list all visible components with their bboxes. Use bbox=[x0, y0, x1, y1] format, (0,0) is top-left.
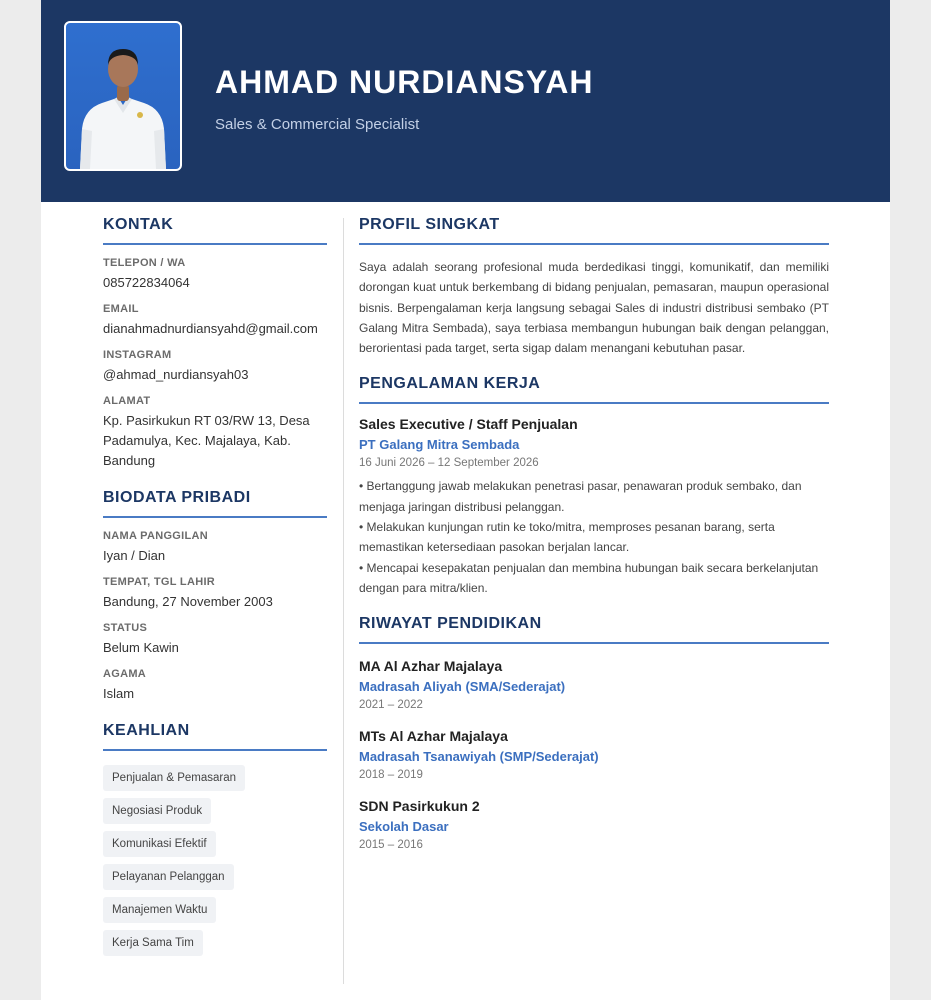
resume-header bbox=[41, 0, 890, 202]
email-value: dianahmadnurdiansyahd@gmail.com bbox=[103, 321, 318, 336]
profile-title: PROFIL SINGKAT bbox=[359, 216, 829, 245]
edu-school: SDN Pasirkukun 2 bbox=[359, 798, 480, 815]
job-company: PT Galang Mitra Sembada bbox=[359, 437, 520, 453]
left-column bbox=[103, 216, 327, 963]
skills-section bbox=[103, 722, 327, 963]
contact-title: KONTAK bbox=[103, 216, 327, 245]
address-label: ALAMAT bbox=[103, 395, 151, 407]
right-column bbox=[359, 216, 829, 868]
edu-level: Sekolah Dasar bbox=[359, 819, 449, 835]
experience-section bbox=[359, 375, 829, 598]
profile-text: Saya adalah seorang profesional muda berdedikasi tinggi, komunikatif, dan memiliki dorongan kuat untuk berkembang di bidang penjualan, pemasaran, maupun operasional bisnis. Berpengalaman kerja langsung sebagai Sales di industri distribusi sembako (PT Galang Mitra Sembada), saya terbiasa membangun hubungan baik dengan pelanggan, berorientasi pada target, serta sigap dalam menangani kebutuhan pasar. bbox=[359, 260, 829, 356]
resume-page bbox=[41, 0, 890, 1000]
education-item bbox=[359, 728, 829, 781]
skills-list bbox=[103, 765, 327, 963]
edu-years: 2018 – 2019 bbox=[359, 769, 423, 782]
edu-years: 2021 – 2022 bbox=[359, 699, 423, 712]
job-date: 16 Juni 2026 – 12 September 2026 bbox=[359, 457, 539, 470]
edu-level: Madrasah Tsanawiyah (SMP/Sederajat) bbox=[359, 749, 599, 765]
instagram-value: @ahmad_nurdiansyah03 bbox=[103, 367, 249, 382]
job-bullet: • Mencapai kesepakatan penjualan dan membina hubungan baik secara berkelanjutan dengan para mitra/klien. bbox=[359, 560, 819, 595]
status-label: STATUS bbox=[103, 622, 148, 634]
education-item bbox=[359, 798, 829, 851]
skill-tag: Manajemen Waktu bbox=[103, 897, 216, 923]
email-label: EMAIL bbox=[103, 303, 139, 315]
nickname-value: Iyan / Dian bbox=[103, 548, 166, 563]
job-subtitle: Sales & Commercial Specialist bbox=[215, 116, 420, 133]
phone-label: TELEPON / WA bbox=[103, 257, 186, 269]
job-bullet: • Melakukan kunjungan rutin ke toko/mitra, memproses pesanan barang, serta memastikan ketersediaan pasokan berjalan lancar. bbox=[359, 520, 775, 555]
skill-tag: Komunikasi Efektif bbox=[103, 831, 216, 857]
address-value: Kp. Pasirkukun RT 03/RW 13, Desa Padamulya, Kec. Majalaya, Kab. Bandung bbox=[103, 413, 310, 468]
education-section bbox=[359, 615, 829, 851]
job-title: Sales Executive / Staff Penjualan bbox=[359, 416, 578, 433]
profile-section bbox=[359, 216, 829, 358]
column-divider bbox=[343, 218, 344, 984]
status-value: Belum Kawin bbox=[103, 640, 179, 655]
edu-school: MTs Al Azhar Majalaya bbox=[359, 728, 508, 745]
skill-tag: Pelayanan Pelanggan bbox=[103, 864, 234, 890]
experience-title: PENGALAMAN KERJA bbox=[359, 375, 829, 404]
biodata-section bbox=[103, 489, 327, 704]
phone-value: 085722834064 bbox=[103, 275, 190, 290]
edu-level: Madrasah Aliyah (SMA/Sederajat) bbox=[359, 679, 566, 695]
edu-years: 2015 – 2016 bbox=[359, 839, 423, 852]
profile-photo bbox=[64, 21, 182, 171]
nickname-label: NAMA PANGGILAN bbox=[103, 530, 209, 542]
religion-value: Islam bbox=[103, 686, 135, 701]
contact-section bbox=[103, 216, 327, 471]
instagram-label: INSTAGRAM bbox=[103, 349, 172, 361]
skill-tag: Kerja Sama Tim bbox=[103, 930, 203, 956]
birth-label: TEMPAT, TGL LAHIR bbox=[103, 576, 216, 588]
job-bullet: • Bertanggung jawab melakukan penetrasi pasar, penawaran produk sembako, dan menjaga jaringan distribusi pelanggan. bbox=[359, 479, 802, 514]
skill-tag: Penjualan & Pemasaran bbox=[103, 765, 245, 791]
birth-value: Bandung, 27 November 2003 bbox=[103, 594, 273, 609]
skill-tag: Negosiasi Produk bbox=[103, 798, 211, 824]
edu-school: MA Al Azhar Majalaya bbox=[359, 658, 503, 675]
religion-label: AGAMA bbox=[103, 668, 147, 680]
education-title: RIWAYAT PENDIDIKAN bbox=[359, 615, 829, 644]
skills-title: KEAHLIAN bbox=[103, 722, 327, 751]
biodata-title: BIODATA PRIBADI bbox=[103, 489, 327, 518]
education-item bbox=[359, 658, 829, 711]
full-name: AHMAD NURDIANSYAH bbox=[215, 64, 594, 100]
person-photo-icon bbox=[66, 23, 180, 169]
